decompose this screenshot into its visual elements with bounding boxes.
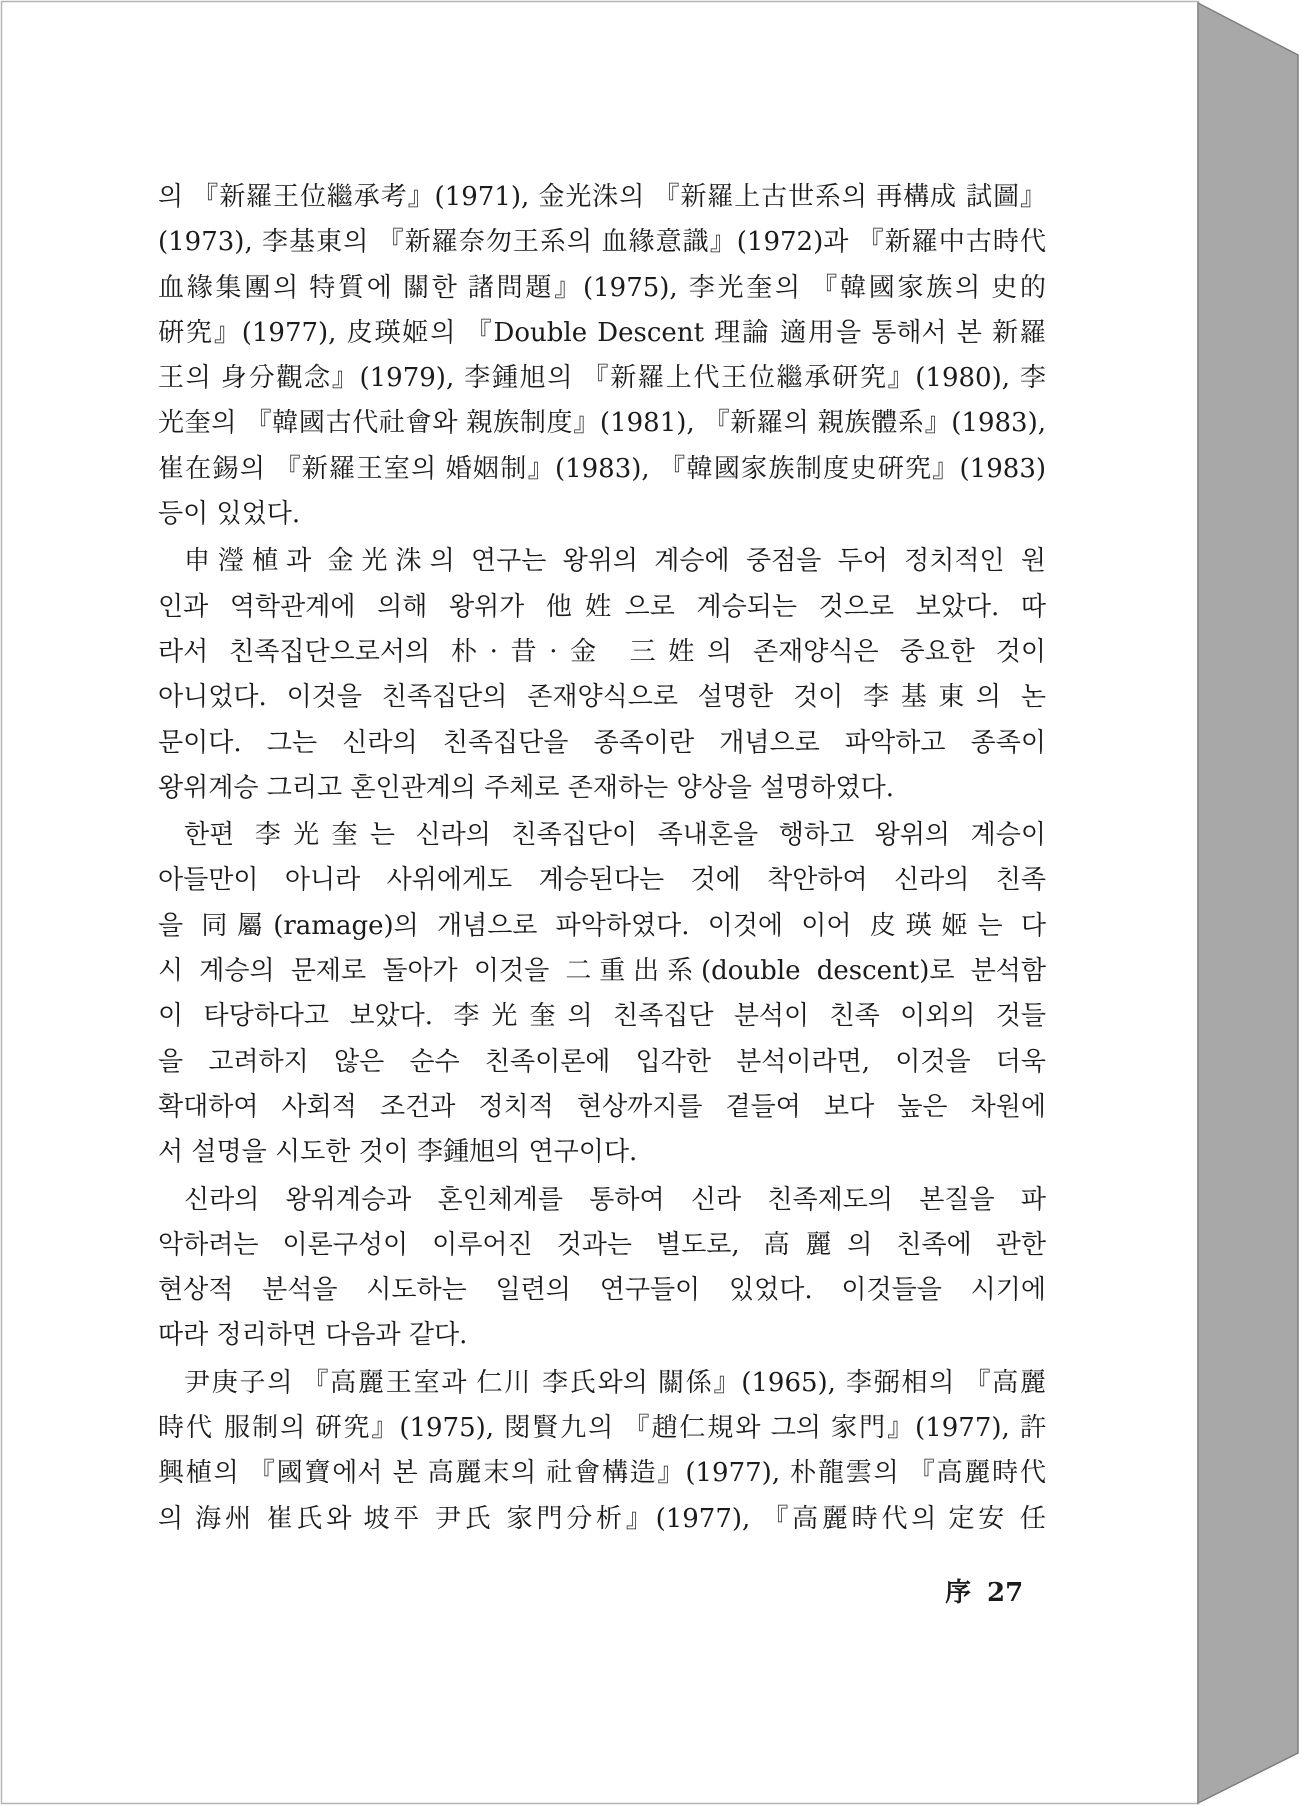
text-line: 서 설명을 시도한 것이 李鍾旭의 연구이다. [158, 1137, 638, 1168]
paragraph [158, 539, 1046, 811]
page-number: 27 [987, 1578, 1024, 1608]
body-text [158, 175, 1046, 1542]
text-line: 악하려는 이론구성이 이루어진 것과는 별도로, 高麗의 친족에 관한 [158, 1229, 1046, 1260]
text-line: 따라 정리하면 다음과 같다. [158, 1320, 468, 1351]
text-line: 의 『新羅王位繼承考』(1971), 金光洙의 『新羅上古世系의 再構成 試圖』 [158, 182, 1046, 212]
text-line: 興植의 『國寶에서 본 高麗末의 社會構造』(1977), 朴龍雲의 『高麗時代 [158, 1458, 1046, 1489]
running-footer [945, 1576, 1023, 1610]
paragraph [158, 1178, 1046, 1359]
text-line: 아들만이 아니라 사위에게도 계승된다는 것에 착안하여 신라의 친족 [158, 865, 1046, 896]
text-line: 아니었다. 이것을 친족집단의 존재양식으로 설명한 것이 李基東의 논 [158, 682, 1046, 713]
text-line: 한편 李光奎는 신라의 친족집단이 족내혼을 행하고 왕위의 계승이 [184, 820, 1046, 851]
paragraph [158, 813, 1046, 1175]
text-line: 光奎의 『韓國古代社會와 親族制度』(1981), 『新羅의 親族體系』(1983), [158, 408, 1046, 439]
text-line: 이 타당하다고 보았다. 李光奎의 친족집단 분석이 친족 이외의 것들 [158, 1001, 1046, 1032]
text-line: 라서 친족집단으로서의 朴·昔·金 三姓의 존재양식은 중요한 것이 [158, 636, 1046, 667]
text-line: 王의 身分觀念』(1979), 李鍾旭의 『新羅上代王位繼承研究』(1980), 李 [158, 363, 1046, 394]
text-line: 왕위계승 그리고 혼인관계의 주체로 존재하는 양상을 설명하였다. [158, 772, 894, 803]
text-line: 의 海州 崔氏와 坡平 尹氏 家門分析』(1977), 『高麗時代의 定安 任 [158, 1503, 1046, 1534]
text-line: 血緣集團의 特質에 關한 諸問題』(1975), 李光奎의 『韓國家族의 史的 [158, 272, 1046, 303]
paragraph [158, 175, 1046, 537]
text-line: (1973), 李基東의 『新羅奈勿王系의 血緣意識』(1972)과 『新羅中古時代 [158, 227, 1046, 258]
text-line: 시 계승의 문제로 돌아가 이것을 二重出系(double descent)로 분석함 [158, 956, 1046, 987]
text-line: 신라의 왕위계승과 혼인체계를 통하여 신라 친족제도의 본질을 파 [184, 1184, 1046, 1215]
text-line: 등이 있었다. [158, 499, 301, 530]
text-line: 硏究』(1977), 皮瑛姬의 『Double Descent 理論 適用을 통해서 본 新羅 [158, 317, 1046, 348]
text-line: 을 고려하지 않은 순수 친족이론에 입각한 분석이라면, 이것을 더욱 [158, 1046, 1046, 1077]
text-line: 인과 역학관계에 의해 왕위가 他姓으로 계승되는 것으로 보았다. 따 [158, 591, 1046, 622]
text-line: 현상적 분석을 시도하는 일련의 연구들이 있었다. 이것들을 시기에 [158, 1275, 1046, 1306]
text-line: 崔在錫의 『新羅王室의 婚姻制』(1983), 『韓國家族制度史硏究』(1983) [158, 453, 1046, 484]
text-line: 申瀅植과 金光洙의 연구는 왕위의 계승에 중점을 두어 정치적인 원 [184, 546, 1046, 577]
text-line: 확대하여 사회적 조건과 정치적 현상까지를 곁들여 보다 높은 차원에 [158, 1091, 1046, 1122]
footer-section-label: 序 [945, 1578, 972, 1608]
text-line: 을 同屬(ramage)의 개념으로 파악하였다. 이것에 이어 皮瑛姬는 다 [158, 910, 1046, 941]
text-line: 尹庚子의 『高麗王室과 仁川 李氏와의 關係』(1965), 李弼相의 『高麗 [184, 1367, 1046, 1398]
text-line: 時代 服制의 硏究』(1975), 閔賢九의 『趙仁規와 그의 家門』(1977), 許 [158, 1413, 1046, 1444]
text-line: 문이다. 그는 신라의 친족집단을 종족이란 개념으로 파악하고 종족이 [158, 727, 1046, 758]
paragraph [158, 1361, 1046, 1542]
book-page-edge [1198, 3, 1298, 1803]
